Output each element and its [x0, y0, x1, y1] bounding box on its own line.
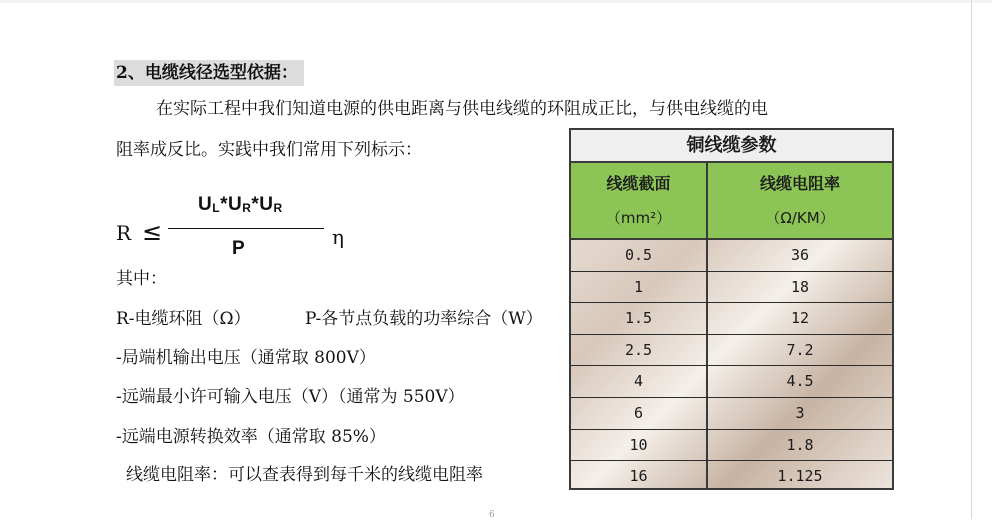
definition-r: R-电缆环阻（Ω） [116, 309, 251, 329]
page-top-edge [0, 0, 992, 3]
page-right-edge [971, 0, 972, 519]
section-heading: 2、电缆线径选型依据： [114, 60, 304, 86]
definition-p: P-各节点负载的功率综合（W） [305, 309, 543, 329]
formula-lhs: R [116, 221, 132, 245]
cross-section-cell: 2.5 [571, 335, 708, 366]
fraction-bar [168, 228, 324, 229]
table-row [571, 398, 892, 430]
table-row [571, 303, 892, 335]
formula-numerator: $U_L*U_R*U_R$ [198, 194, 283, 215]
paragraph-line-1: 在实际工程中我们知道电源的供电距离与供电线缆的环阻成正比，与供电线缆的电 [156, 99, 768, 119]
copper-cable-table [569, 128, 894, 490]
header-resistivity: 线缆电阻率 （Ω/KM） [708, 163, 892, 238]
formula-efficiency-factor: η [332, 225, 344, 249]
definition-eta: -远端电源转换效率（通常取 85%） [116, 427, 386, 447]
resistivity-note: 线缆电阻率：可以查表得到每千米的线缆电阻率 [126, 465, 483, 485]
resistivity-cell: 7.2 [786, 340, 814, 359]
cross-section-cell: 10 [571, 430, 708, 461]
table-row [571, 461, 892, 490]
cross-section-cell: 1 [571, 272, 708, 303]
header-cross-section: 线缆截面 （mm²） [571, 163, 708, 238]
table-row [571, 430, 892, 462]
cross-section-cell: 4 [571, 366, 708, 397]
formula-denominator: P [232, 238, 245, 259]
table-row [571, 272, 892, 304]
definition-ur: -远端最小许可输入电压（V）（通常为 550V） [116, 387, 465, 407]
definition-ul: -局端机输出电压（通常取 800V） [116, 348, 376, 368]
resistivity-cell: 18 [790, 277, 810, 296]
table-row [571, 335, 892, 367]
resistivity-cell: 3 [795, 404, 805, 422]
table-row [571, 366, 892, 398]
paragraph-line-2: 阻率成反比。实践中我们常用下列标示： [116, 140, 422, 160]
definitions-intro: 其中： [116, 269, 167, 289]
cross-section-cell: 16 [571, 461, 708, 490]
resistivity-cell: 12 [790, 309, 810, 328]
cross-section-cell: 0.5 [571, 240, 708, 271]
page-footer-mark: 6 [489, 510, 495, 520]
table-title: 铜线缆参数 [571, 130, 892, 163]
cross-section-cell: 6 [571, 398, 708, 429]
resistivity-cell: 36 [790, 246, 810, 264]
resistivity-cell: 4.5 [786, 372, 814, 391]
cross-section-cell: 1.5 [571, 303, 708, 334]
resistivity-cell: 1.8 [786, 435, 814, 454]
cable-formula [114, 188, 374, 268]
resistivity-cell: 1.125 [777, 467, 823, 486]
formula-relation: ≤ [142, 218, 163, 246]
table-row [571, 240, 892, 272]
